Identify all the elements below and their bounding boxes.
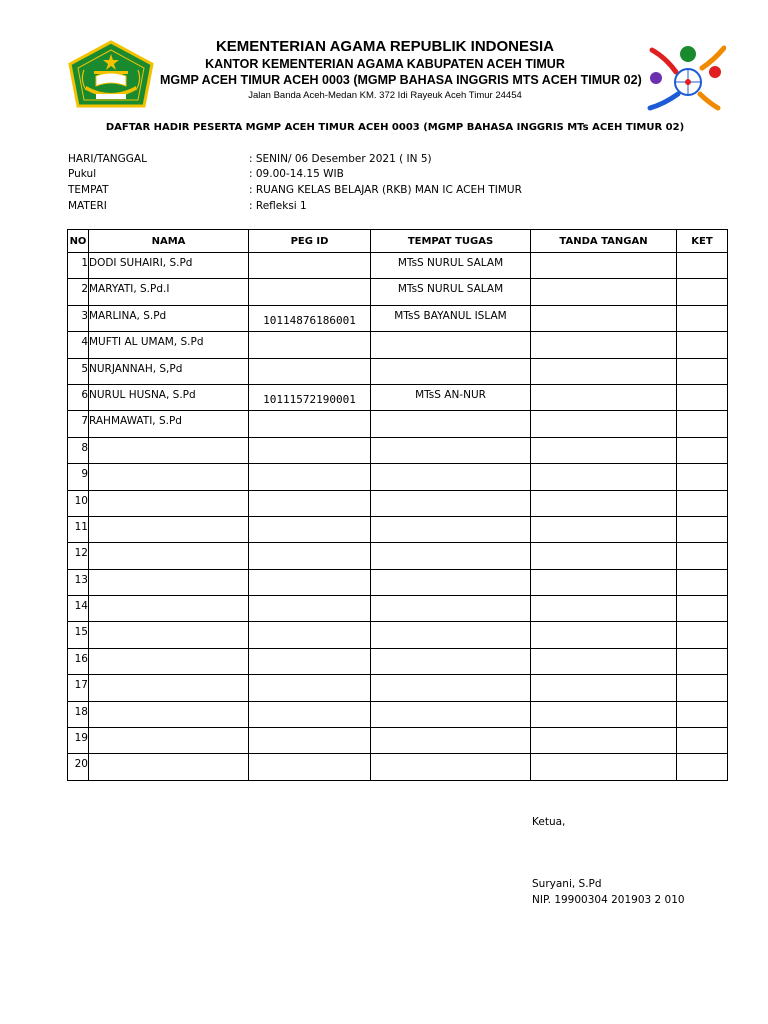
info-row-material: [68, 200, 307, 212]
table-row: [68, 490, 728, 516]
kemenag-emblem-icon: [66, 40, 156, 112]
row-number: 3: [68, 305, 89, 331]
table-row: [68, 437, 728, 463]
table-row: [68, 384, 728, 410]
row-number: 5: [68, 358, 89, 384]
remark: [677, 728, 728, 754]
row-number: 18: [68, 701, 89, 727]
info-label: MATERI: [68, 200, 107, 212]
signature-cell: [531, 754, 677, 780]
remark: [677, 754, 728, 780]
info-value: : Refleksi 1: [249, 200, 307, 212]
workplace: [371, 754, 531, 780]
signature-cell: [531, 464, 677, 490]
peg-id: 10114876186001: [249, 305, 371, 331]
peg-id: [249, 648, 371, 674]
signature-cell: [531, 358, 677, 384]
participant-name: [89, 464, 249, 490]
table-row: [68, 701, 728, 727]
workplace: [371, 490, 531, 516]
signature-cell: [531, 332, 677, 358]
col-header-ket: KET: [677, 230, 728, 253]
signature-cell: [531, 569, 677, 595]
remark: [677, 622, 728, 648]
peg-id: [249, 728, 371, 754]
workplace: MTsS AN-NUR: [371, 384, 531, 410]
workplace: MTsS NURUL SALAM: [371, 253, 531, 279]
peg-id: [249, 516, 371, 542]
participant-name: [89, 543, 249, 569]
peg-id: [249, 596, 371, 622]
col-header-peg-id: PEG ID: [249, 230, 371, 253]
row-number: 15: [68, 622, 89, 648]
peg-id: [249, 464, 371, 490]
table-row: [68, 648, 728, 674]
workplace: [371, 675, 531, 701]
row-number: 16: [68, 648, 89, 674]
peg-id: [249, 543, 371, 569]
remark: [677, 332, 728, 358]
signature-cell: [531, 437, 677, 463]
participant-name: NURUL HUSNA, S.Pd: [89, 384, 249, 410]
remark: [677, 305, 728, 331]
row-number: 9: [68, 464, 89, 490]
col-header-tanda-tangan: TANDA TANGAN: [531, 230, 677, 253]
info-value: : SENIN/ 06 Desember 2021 ( IN 5): [249, 153, 432, 165]
remark: [677, 411, 728, 437]
remark: [677, 253, 728, 279]
table-row: [68, 596, 728, 622]
signature-cell: [531, 543, 677, 569]
office-address: Jalan Banda Aceh-Medan KM. 372 Idi Rayeuk Aceh Timur 24454: [248, 90, 522, 101]
remark: [677, 596, 728, 622]
remark: [677, 675, 728, 701]
mgmp-figures-icon: [642, 42, 726, 112]
table-row: [68, 464, 728, 490]
signature-cell: [531, 701, 677, 727]
workplace: [371, 701, 531, 727]
row-number: 2: [68, 279, 89, 305]
signature-cell: [531, 253, 677, 279]
peg-id: [249, 675, 371, 701]
participant-name: [89, 701, 249, 727]
remark: [677, 490, 728, 516]
table-row: [68, 622, 728, 648]
peg-id: [249, 490, 371, 516]
document-title: DAFTAR HADIR PESERTA MGMP ACEH TIMUR ACEH 0003 (MGMP BAHASA INGGRIS MTs ACEH TIMUR 02): [105, 122, 685, 133]
signature-title: Ketua,: [532, 816, 566, 828]
participant-name: DODI SUHAIRI, S.Pd: [89, 253, 249, 279]
table-row: [68, 675, 728, 701]
participant-name: NURJANNAH, S,Pd: [89, 358, 249, 384]
row-number: 6: [68, 384, 89, 410]
signature-cell: [531, 384, 677, 410]
table-row: [68, 253, 728, 279]
workplace: [371, 332, 531, 358]
participant-name: [89, 648, 249, 674]
peg-id: [249, 754, 371, 780]
peg-id: [249, 437, 371, 463]
signature-cell: [531, 305, 677, 331]
remark: [677, 384, 728, 410]
signature-cell: [531, 728, 677, 754]
signature-cell: [531, 648, 677, 674]
col-header-tempat-tugas: TEMPAT TUGAS: [371, 230, 531, 253]
workplace: [371, 464, 531, 490]
participant-name: [89, 437, 249, 463]
office-name: KANTOR KEMENTERIAN AGAMA KABUPATEN ACEH TIMUR: [205, 57, 565, 71]
signature-cell: [531, 622, 677, 648]
peg-id: [249, 622, 371, 648]
signature-name: Suryani, S.Pd: [532, 878, 602, 890]
peg-id: [249, 332, 371, 358]
participant-name: [89, 754, 249, 780]
remark: [677, 569, 728, 595]
row-number: 17: [68, 675, 89, 701]
info-label: HARI/TANGGAL: [68, 153, 147, 165]
table-row: [68, 411, 728, 437]
table-row: [68, 358, 728, 384]
remark: [677, 279, 728, 305]
signature-cell: [531, 596, 677, 622]
workplace: [371, 358, 531, 384]
col-header-nama: NAMA: [89, 230, 249, 253]
table-row: [68, 754, 728, 780]
table-row: [68, 305, 728, 331]
row-number: 14: [68, 596, 89, 622]
info-value: : 09.00-14.15 WIB: [249, 168, 344, 180]
row-number: 20: [68, 754, 89, 780]
workplace: [371, 622, 531, 648]
workplace: [371, 516, 531, 542]
participant-name: MARYATI, S.Pd.I: [89, 279, 249, 305]
workplace: [371, 728, 531, 754]
info-label: Pukul: [68, 168, 97, 180]
workplace: [371, 648, 531, 674]
info-label: TEMPAT: [68, 184, 109, 196]
participant-name: [89, 728, 249, 754]
peg-id: [249, 569, 371, 595]
row-number: 1: [68, 253, 89, 279]
signature-cell: [531, 411, 677, 437]
remark: [677, 648, 728, 674]
participant-name: MUFTI AL UMAM, S.Pd: [89, 332, 249, 358]
participant-name: [89, 596, 249, 622]
remark: [677, 516, 728, 542]
row-number: 7: [68, 411, 89, 437]
row-number: 12: [68, 543, 89, 569]
table-row: [68, 543, 728, 569]
remark: [677, 437, 728, 463]
row-number: 10: [68, 490, 89, 516]
table-row: [68, 279, 728, 305]
workplace: [371, 569, 531, 595]
remark: [677, 701, 728, 727]
peg-id: 10111572190001: [249, 384, 371, 410]
col-header-no: NO: [68, 230, 89, 253]
peg-id: [249, 279, 371, 305]
peg-id: [249, 701, 371, 727]
signature-nip: NIP. 19900304 201903 2 010: [532, 894, 685, 906]
signature-cell: [531, 675, 677, 701]
participant-name: [89, 516, 249, 542]
workplace: [371, 411, 531, 437]
table-row: [68, 569, 728, 595]
row-number: 13: [68, 569, 89, 595]
peg-id: [249, 253, 371, 279]
workplace: MTsS BAYANUL ISLAM: [371, 305, 531, 331]
participant-name: RAHMAWATI, S.Pd: [89, 411, 249, 437]
participant-name: [89, 569, 249, 595]
table-row: [68, 332, 728, 358]
participant-name: [89, 675, 249, 701]
workplace: [371, 437, 531, 463]
signature-cell: [531, 516, 677, 542]
table-row: [68, 728, 728, 754]
remark: [677, 358, 728, 384]
peg-id: [249, 411, 371, 437]
attendance-table: [67, 229, 728, 781]
row-number: 8: [68, 437, 89, 463]
participant-name: MARLINA, S.Pd: [89, 305, 249, 331]
workplace: [371, 596, 531, 622]
workplace: MTsS NURUL SALAM: [371, 279, 531, 305]
ministry-name: KEMENTERIAN AGAMA REPUBLIK INDONESIA: [215, 38, 555, 55]
signature-cell: [531, 279, 677, 305]
table-header-row: [68, 230, 728, 253]
row-number: 4: [68, 332, 89, 358]
table-row: [68, 516, 728, 542]
workplace: [371, 543, 531, 569]
peg-id: [249, 358, 371, 384]
signature-cell: [531, 490, 677, 516]
participant-name: [89, 490, 249, 516]
info-row-place: [68, 184, 522, 196]
participant-name: [89, 622, 249, 648]
remark: [677, 464, 728, 490]
mgmp-name: MGMP ACEH TIMUR ACEH 0003 (MGMP BAHASA INGGRIS MTS ACEH TIMUR 02): [160, 73, 642, 87]
row-number: 11: [68, 516, 89, 542]
row-number: 19: [68, 728, 89, 754]
info-row-time: [68, 168, 344, 180]
info-row-date: [68, 153, 432, 165]
remark: [677, 543, 728, 569]
info-value: : RUANG KELAS BELAJAR (RKB) MAN IC ACEH TIMUR: [249, 184, 522, 196]
